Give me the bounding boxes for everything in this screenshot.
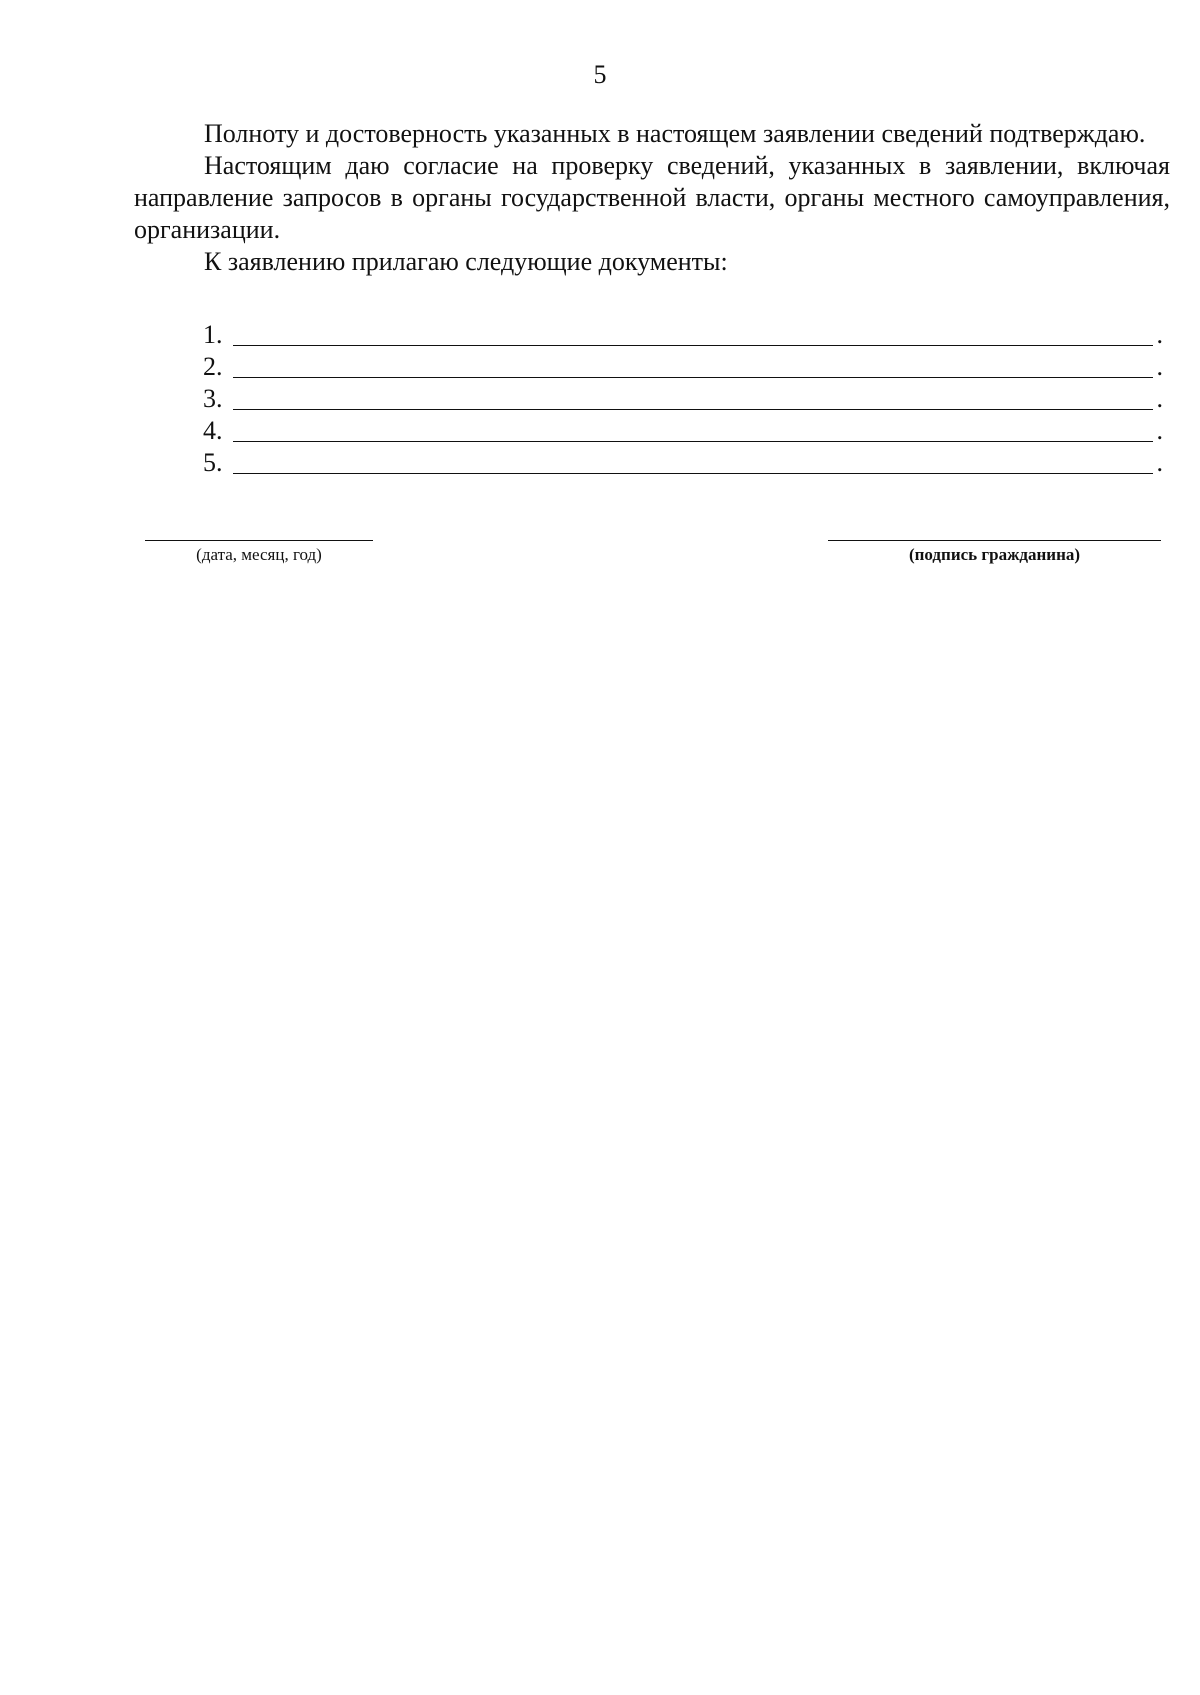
attachment-line[interactable] (203, 382, 1163, 414)
attachment-end-mark: . (1156, 448, 1163, 477)
attachment-end-mark: . (1156, 416, 1163, 445)
consent-paragraph: Настоящим даю согласие на проверку сведений, указанных в заявлении, включая направление запросов в органы государственной власти, органы местного самоуправления, организации. (134, 151, 1170, 244)
attachment-blank[interactable] (233, 321, 1153, 346)
statement-body (134, 118, 1170, 278)
signature-blank-line[interactable] (828, 540, 1161, 541)
attachment-line[interactable] (203, 414, 1163, 446)
attachment-blank[interactable] (233, 385, 1153, 410)
signature-caption: (подпись гражданина) (908, 545, 1081, 564)
attachment-line[interactable] (203, 446, 1163, 478)
date-blank-line[interactable] (145, 540, 373, 541)
attachment-end-mark: . (1156, 320, 1163, 349)
attachment-number: 2. (203, 352, 223, 381)
attachment-blank[interactable] (233, 417, 1153, 442)
attachments-intro: К заявлению прилагаю следующие документы: (204, 247, 728, 276)
attachment-number: 4. (203, 416, 223, 445)
date-caption: (дата, месяц, год) (196, 545, 322, 564)
attachment-number: 5. (203, 448, 223, 477)
attachments-list (203, 318, 1163, 478)
attachment-blank[interactable] (233, 353, 1153, 378)
attachment-end-mark: . (1156, 384, 1163, 413)
attachment-line[interactable] (203, 318, 1163, 350)
attachment-number: 3. (203, 384, 223, 413)
attachment-blank[interactable] (233, 449, 1153, 474)
page-number: 5 (593, 60, 607, 89)
attachment-line[interactable] (203, 350, 1163, 382)
attachment-end-mark: . (1156, 352, 1163, 381)
attachment-number: 1. (203, 320, 223, 349)
confirmation-paragraph: Полноту и достоверность указанных в настоящем заявлении сведений подтверждаю. (204, 119, 1146, 148)
